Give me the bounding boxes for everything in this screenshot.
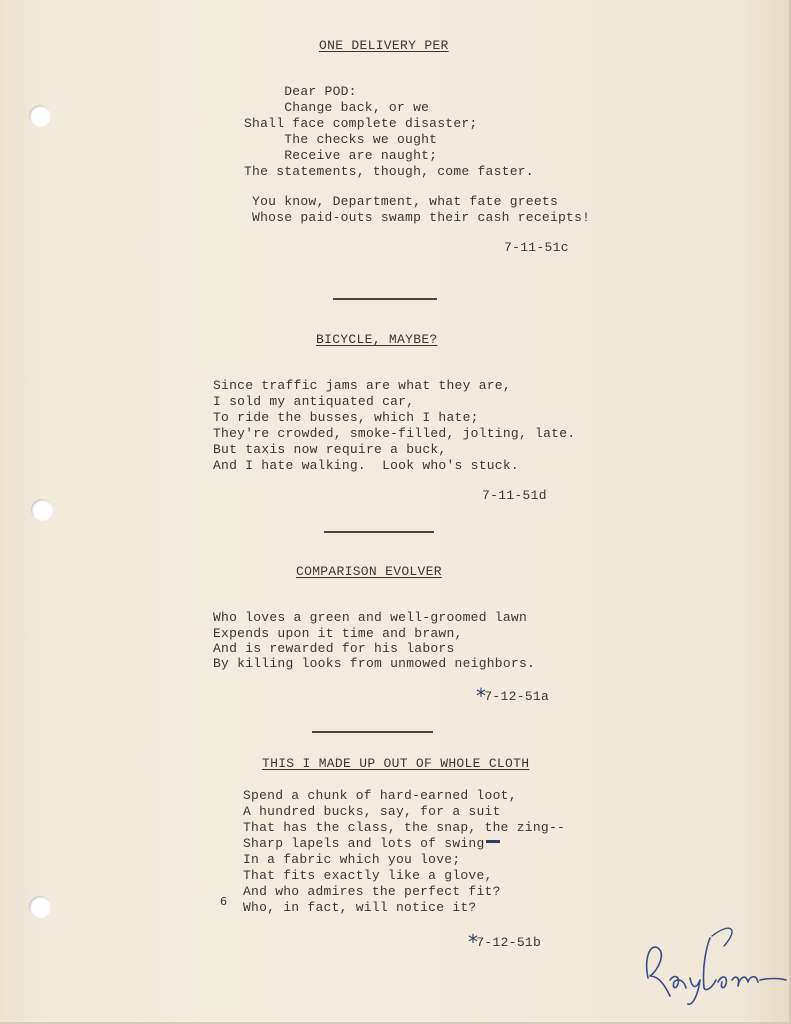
poem-line: And who admires the perfect fit? — [243, 884, 501, 899]
poem-line: And I hate walking. Look who's stuck. — [213, 458, 519, 473]
poem-line: You know, Department, what fate greets — [244, 194, 558, 209]
poem-title: THIS I MADE UP OUT OF WHOLE CLOTH — [262, 756, 530, 771]
poem-line: That fits exactly like a glove, — [243, 868, 493, 883]
poem-title: BICYCLE, MAYBE? — [316, 332, 438, 347]
poem-title: ONE DELIVERY PER — [319, 38, 449, 53]
poem-line: A hundred bucks, say, for a suit — [243, 804, 501, 819]
poem-date: 7-11-51c — [504, 240, 569, 255]
poem-line: The checks we ought — [244, 132, 438, 147]
poem-line-text: Sharp lapels and lots of swing — [243, 836, 485, 851]
punch-hole — [31, 499, 53, 521]
poem-line: Who, in fact, will notice it? — [243, 900, 477, 915]
punch-hole — [29, 105, 51, 127]
poem-line: Change back, or we — [244, 100, 430, 115]
poem-date — [468, 930, 541, 954]
section-divider — [324, 531, 434, 533]
poem-line: I sold my antiquated car, — [213, 394, 415, 409]
poem-date: 7-11-51d — [482, 488, 547, 503]
poem-date-text: 7-12-51a — [484, 689, 550, 704]
punch-hole — [29, 896, 51, 918]
poem-date — [476, 684, 549, 708]
poem-line: Spend a chunk of hard-earned loot, — [243, 788, 517, 803]
poem-line: They're crowded, smoke-filled, jolting, late. — [213, 426, 576, 441]
poem-line — [243, 836, 500, 851]
poem-line: But taxis now require a buck, — [213, 442, 447, 457]
signature — [640, 918, 790, 1008]
asterisk-mark: * — [468, 930, 479, 954]
poem-line: Expends upon it time and brawn, — [213, 626, 463, 641]
poem-line: Whose paid-outs swamp their cash receipts! — [244, 210, 591, 225]
poem-line: And is rewarded for his labors — [213, 641, 455, 656]
poem-line: By killing looks from unmowed neighbors. — [213, 656, 536, 671]
poem-line: Who loves a green and well-groomed lawn — [213, 610, 527, 625]
poem-date-text: 7-12-51b — [476, 935, 542, 950]
asterisk-mark: * — [476, 684, 487, 708]
poem-line: In a fabric which you love; — [243, 852, 461, 867]
page-number: 6 — [220, 895, 227, 908]
poem-line: That has the class, the snap, the zing-- — [243, 820, 566, 835]
poem-line: Shall face complete disaster; — [244, 116, 478, 131]
poem-line: Receive are naught; — [244, 148, 438, 163]
poem-line: The statements, though, come faster. — [244, 164, 534, 179]
poem-title: COMPARISON EVOLVER — [296, 564, 442, 579]
poem-line: Dear POD: — [244, 84, 357, 99]
poem-line: To ride the busses, which I hate; — [213, 410, 479, 425]
poem-line: Since traffic jams are what they are, — [213, 378, 511, 393]
section-divider — [333, 298, 437, 300]
ink-dash-mark — [486, 840, 500, 843]
section-divider — [312, 731, 433, 733]
